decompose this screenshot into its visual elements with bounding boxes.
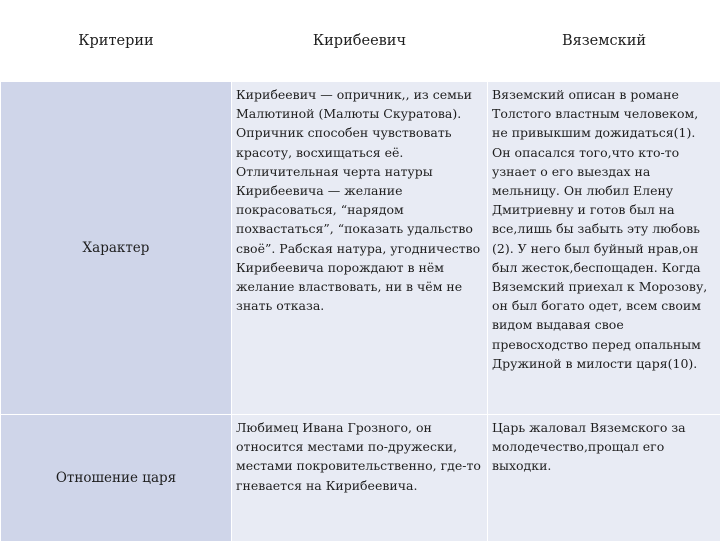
row-criterion-character: Характер [1, 82, 232, 415]
row-criterion-tsar-attitude: Отношение царя [1, 415, 232, 542]
table-row [1, 82, 720, 415]
header-vyazemsky: Вяземский [488, 1, 720, 82]
cell-text: Любимец Ивана Грозного, он относится местами по-дружески, местами покровительственно, где-то гневается на Кирибеевича. [232, 415, 487, 495]
cell-text: Кирибеевич — опричник,, из семьи Малютиной (Малюты Скуратова). Опричник способен чувствовать красоту, восхищаться её. Отличительная черта натуры Кирибеевича — желание покрасоваться, “нарядом похвастаться”, “показать удальство своё”. Рабская натура, угодничество Кирибеевича порождают в нём желание властвовать, ни в чём не знать отказа. [232, 82, 487, 315]
cell-text: Вяземский описан в романе Толстого властным человеком, не привыкшим дожидаться(1). Он опасался того,что кто-то узнает о его выездах на мельницу. Он любил Елену Дмитриевну и готов был на все,лишь бы забыть эту любовь (2). У него был буйный нрав,он был жесток,беспощаден. Когда Вяземский приехал к Морозову, он был богато одет, всем своим видом выдавая свое превосходство перед опальным Дружиной в милости царя(10). [488, 82, 720, 373]
header-kiribeevich: Кирибеевич [232, 1, 488, 82]
cell-vyazemsky-character [488, 82, 720, 415]
cell-kiribeevich-tsar [232, 415, 488, 542]
table-row [1, 415, 720, 542]
cell-vyazemsky-tsar [488, 415, 720, 542]
cell-text: Царь жаловал Вяземского за молодечество,прощал его выходки. [488, 415, 720, 476]
cell-kiribeevich-character [232, 82, 488, 415]
header-row [1, 1, 720, 82]
header-criteria: Критерии [1, 1, 232, 82]
